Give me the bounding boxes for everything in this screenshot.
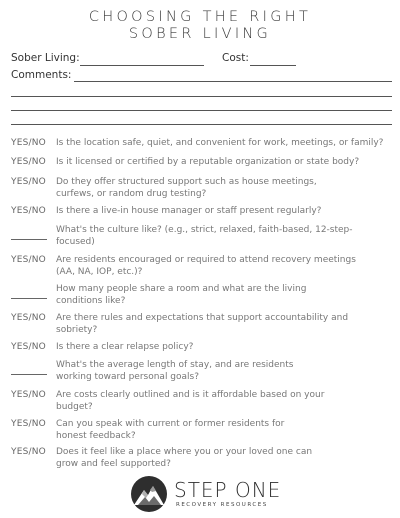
- question-text: Is there a live-in house manager or staff present regularly?: [56, 206, 322, 216]
- sober-living-label: Sober Living:: [11, 52, 80, 64]
- cost-label: Cost:: [222, 52, 249, 64]
- question-text: How many people share a room and what are the living conditions like?: [56, 284, 307, 306]
- sober-living-line[interactable]: [80, 65, 204, 66]
- question-text: Do they offer structured support such as house meetings, curfews, or random drug testing?: [56, 177, 317, 199]
- yes-no-choice[interactable]: YES/NO: [11, 177, 46, 187]
- yes-no-choice[interactable]: YES/NO: [11, 206, 46, 216]
- answer-blank[interactable]: [11, 239, 47, 240]
- question-text: What's the culture like? (e.g., strict, relaxed, faith-based, 12-step-focused): [56, 225, 353, 247]
- answer-blank[interactable]: [11, 374, 47, 375]
- question-text: Are there rules and expectations that support accountability and sobriety?: [56, 313, 349, 335]
- yes-no-choice[interactable]: YES/NO: [11, 157, 46, 167]
- yes-no-choice[interactable]: YES/NO: [11, 255, 46, 265]
- question-text: Is there a clear relapse policy?: [56, 342, 194, 352]
- yes-no-choice[interactable]: YES/NO: [11, 313, 46, 323]
- answer-blank[interactable]: [11, 298, 47, 299]
- question-text: Are residents encouraged or required to attend recovery meetings (AA, NA, IOP, etc.)?: [56, 255, 356, 277]
- page-title-line-1: CHOOSING THE RIGHT: [88, 9, 312, 25]
- comments-line-1[interactable]: [74, 81, 392, 82]
- question-text: Does it feel like a place where you or your loved one can grow and feel supported?: [56, 447, 313, 469]
- mountain-logo-icon: [130, 475, 168, 513]
- yes-no-choice[interactable]: YES/NO: [11, 419, 46, 429]
- yes-no-choice[interactable]: YES/NO: [11, 447, 46, 457]
- brand-subtitle: RECOVERY RESOURCES: [176, 502, 268, 508]
- step-one-logo: [130, 475, 280, 513]
- comments-line-3[interactable]: [11, 110, 392, 111]
- yes-no-choice[interactable]: YES/NO: [11, 342, 46, 352]
- question-text: Can you speak with current or former residents for honest feedback?: [56, 419, 285, 441]
- comments-label: Comments:: [11, 69, 72, 81]
- cost-line[interactable]: [250, 65, 296, 66]
- question-text: Is it licensed or certified by a reputable organization or state body?: [56, 157, 360, 167]
- question-text: What's the average length of stay, and are residents working toward personal goals?: [56, 360, 294, 382]
- question-text: Are costs clearly outlined and is it affordable based on your budget?: [56, 390, 325, 412]
- question-text: Is the location safe, quiet, and convenient for work, meetings, or family?: [56, 138, 384, 148]
- brand-name: STEP ONE: [174, 478, 282, 502]
- page-title-line-2: SOBER LIVING: [128, 26, 272, 42]
- comments-line-4[interactable]: [11, 124, 392, 125]
- comments-line-2[interactable]: [11, 96, 392, 97]
- yes-no-choice[interactable]: YES/NO: [11, 138, 46, 148]
- yes-no-choice[interactable]: YES/NO: [11, 390, 46, 400]
